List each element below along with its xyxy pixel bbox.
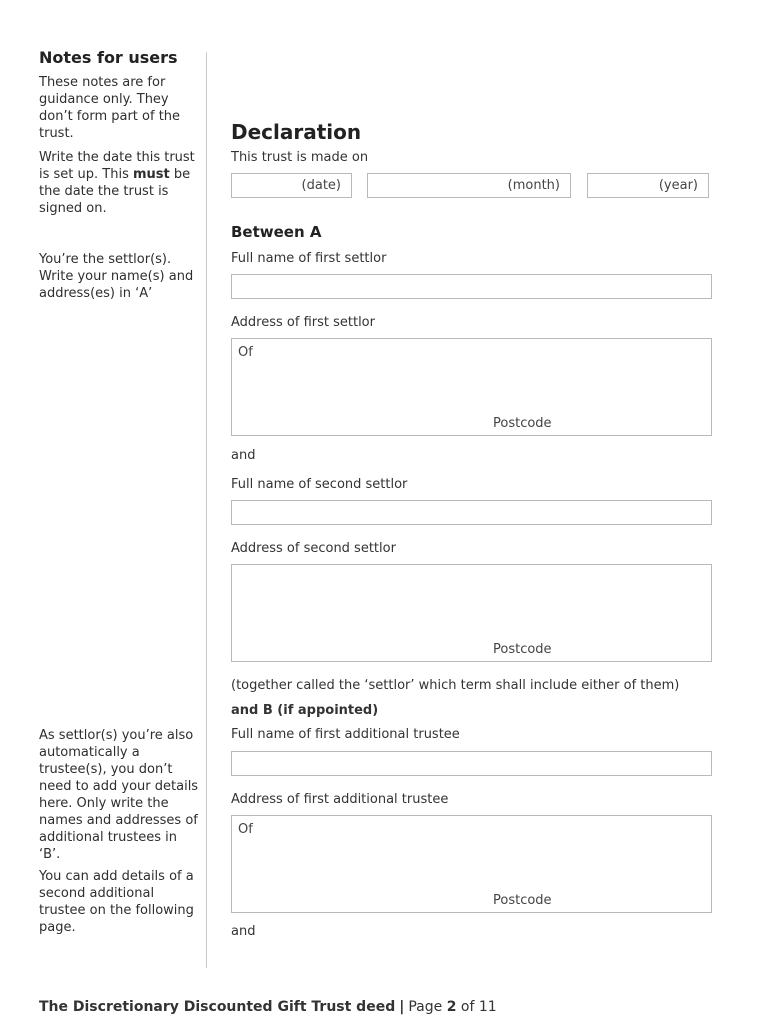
- postcode-label: Postcode: [493, 416, 552, 431]
- of-label: Of: [238, 822, 253, 837]
- trustee-name-field[interactable]: [231, 751, 712, 776]
- column-divider: [206, 52, 207, 968]
- trustee-name-label: Full name of first additional trustee: [231, 727, 460, 742]
- first-settlor-address-field[interactable]: [231, 338, 712, 436]
- trustee-address-field[interactable]: [231, 815, 712, 913]
- second-settlor-name-label: Full name of second settlor: [231, 477, 408, 492]
- date-field[interactable]: (date): [231, 173, 352, 198]
- second-settlor-address-label: Address of second settlor: [231, 541, 396, 556]
- note-trustees: As settlor(s) you’re also automatically a trustee(s), you don’t need to add your details here. Only write the names and addresses of additional trustees in ‘B’.: [39, 728, 199, 862]
- together-note: (together called the ‘settlor’ which term shall include either of them): [231, 678, 680, 693]
- note-date-text-a: Write the date this trust is set up. This: [39, 150, 195, 182]
- month-field[interactable]: (month): [367, 173, 571, 198]
- second-settlor-name-field[interactable]: [231, 500, 712, 525]
- footer-page-of: of 11: [456, 999, 497, 1015]
- and-label: and: [231, 448, 256, 463]
- footer-page-number: 2: [446, 999, 457, 1015]
- made-on-label: This trust is made on: [231, 150, 369, 165]
- of-label: Of: [238, 345, 253, 360]
- trustee-address-label: Address of first additional trustee: [231, 792, 449, 807]
- second-settlor-address-field[interactable]: [231, 564, 712, 662]
- section-b-heading: and B (if appointed): [231, 703, 379, 718]
- footer-doc-title: The Discretionary Discounted Gift Trust deed: [39, 999, 396, 1015]
- footer-page-prefix: Page: [408, 999, 447, 1015]
- note-settlor: You’re the settlor(s). Write your name(s) and address(es) in ‘A’: [39, 252, 194, 301]
- postcode-label: Postcode: [493, 893, 552, 908]
- footer-separator: |: [399, 999, 405, 1015]
- notes-title: Notes for users: [39, 48, 178, 67]
- postcode-label: Postcode: [493, 642, 552, 657]
- first-settlor-address-label: Address of first settlor: [231, 315, 375, 330]
- note-second-trustee: You can add details of a second additional trustee on the following page.: [39, 869, 194, 935]
- section-a-heading: Between A: [231, 223, 322, 241]
- note-guidance: These notes are for guidance only. They don’t form part of the trust.: [39, 75, 181, 141]
- first-settlor-name-field[interactable]: [231, 274, 712, 299]
- year-field[interactable]: (year): [587, 173, 709, 198]
- note-date-must: must: [132, 167, 170, 182]
- note-date-text-b: be the date the trust is signed on.: [39, 167, 191, 216]
- and-label: and: [231, 924, 256, 939]
- first-settlor-name-label: Full name of first settlor: [231, 251, 387, 266]
- declaration-heading: Declaration: [231, 120, 362, 144]
- page-footer: [39, 999, 497, 1015]
- note-date: [39, 149, 199, 217]
